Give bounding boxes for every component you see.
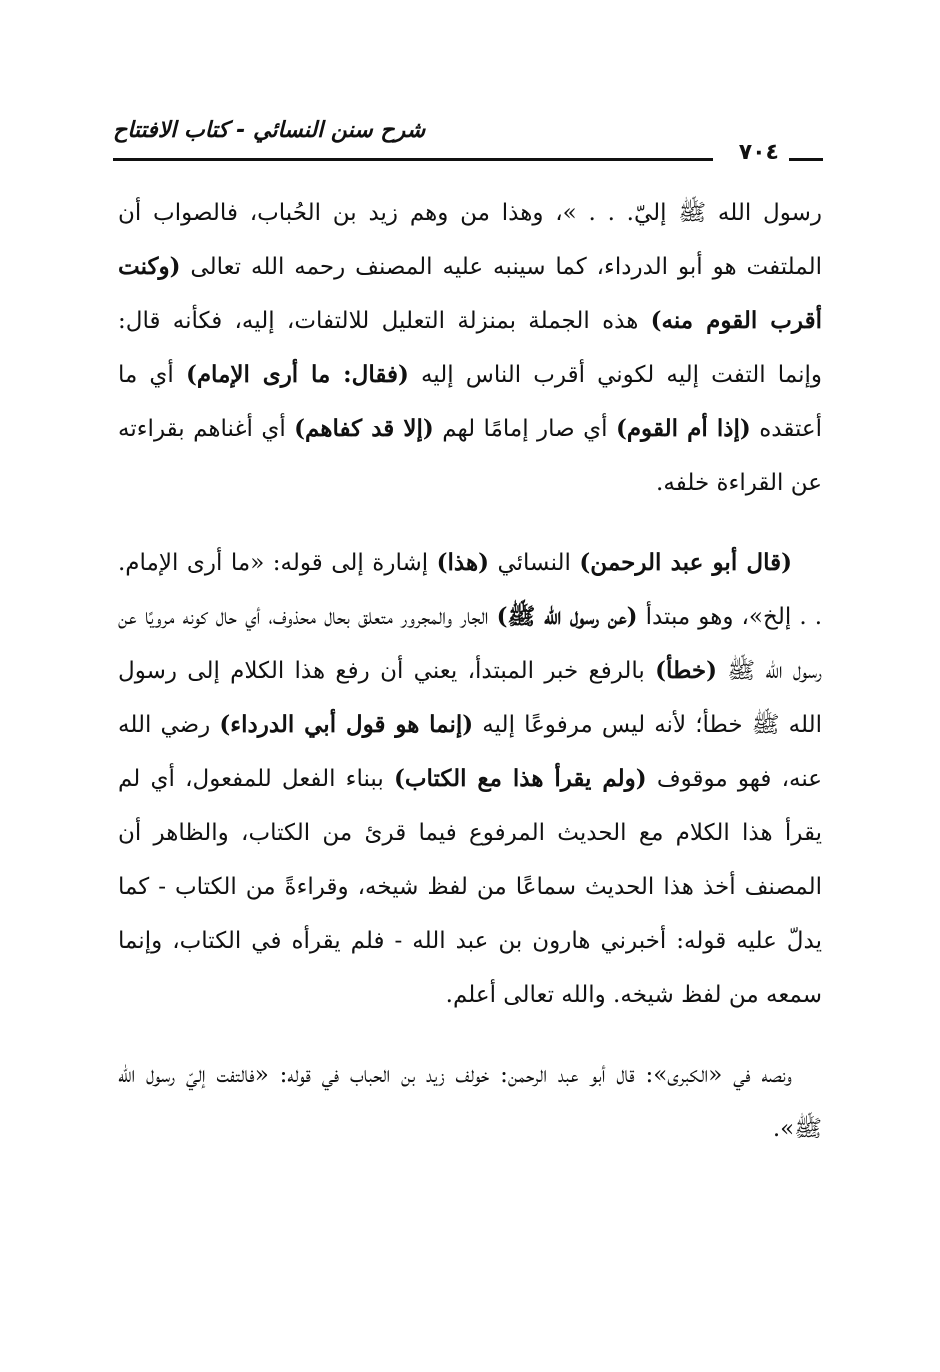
header-rule — [113, 158, 713, 161]
text-run: إشارة إلى قوله: «ما أرى الإمام. . . إلخ»، وهو مبتدأ — [118, 550, 823, 630]
text-run: ببناء الفعل للمفعول، أي لم يقرأ هذا الكلام مع الحديث المرفوع فيما قرئ من الكتاب، والظاهر أن المصنف أخذ هذا الحديث سماعًا من لفظ شيخه، وقراءةً من الكتاب - كما يدلّ عليه قوله: أخبرني هارون بن عبد الله - فلم يقرأه في الكتاب، وإنما سمعه من لفظ شيخه. والله تعالى أعلم. — [118, 766, 822, 1008]
bold-quote: (عن رسول الله ﷺ) — [496, 603, 638, 630]
text-run: أي أغناهم بقراءته عن القراءة خلفه. — [118, 416, 822, 496]
paragraph-2 — [118, 536, 822, 1022]
paragraph-3 — [118, 1048, 822, 1156]
text-run: النسائي — [488, 550, 580, 576]
text-run: هذه الجملة بمنزلة التعليل للالتفات، إليه، فكأنه قال: وإنما التفت إليه لكوني أقرب الناس إليه — [118, 308, 823, 388]
text-run: ونصه في «الكبرى»: قال أبو عبد الرحمن: خولف زيد بن الحباب في قوله: «فالتفت إليّ رسول الله ﷺ». — [118, 1062, 822, 1142]
text-run: أي صار إمامًا لهم — [433, 416, 616, 442]
page-number: ٧٠٤ — [738, 140, 779, 165]
bold-quote: (قال أبو عبد الرحمن) — [579, 549, 792, 576]
text-run: بالرفع خبر المبتدأ، يعني أن رفع هذا الكلام إلى رسول الله ﷺ خطأ؛ لأنه ليس مرفوعًا إليه — [118, 658, 822, 738]
header-title: شرح سنن النسائي - كتاب الافتتاح — [113, 118, 426, 143]
bold-quote: (إلا قد كفاهم) — [294, 415, 434, 442]
bold-quote: (فقال: ما أرى الإمام) — [185, 361, 409, 388]
running-header — [113, 110, 823, 170]
text-run: رسول الله ﷺ إليّ. . . »، وهذا من وهم زيد بن الحُباب، فالصواب أن الملتفت هو أبو الدرداء، كما سينبه عليه المصنف رحمه الله تعالى — [118, 200, 822, 280]
bold-quote: (خطأ) — [655, 657, 718, 684]
bold-quote: (إذا أم القوم) — [615, 415, 751, 442]
page-number-dash — [789, 158, 823, 161]
body-text — [118, 186, 822, 1156]
paragraph-1 — [118, 186, 822, 510]
bold-quote: (إنما هو قول أبي الدرداء) — [219, 711, 474, 738]
bold-quote: (ولم يقرأ هذا مع الكتاب) — [393, 765, 647, 792]
bold-quote: (هذا) — [436, 549, 489, 576]
text-run: رضي الله عنه، فهو موقوف — [118, 712, 823, 792]
text-run: الجار والمجرور متعلق بحال محذوف، أي حال كونه مرويًا عن رسول الله ﷺ — [118, 604, 822, 684]
bold-quote: (وكنت أقرب القوم منه) — [118, 253, 822, 334]
text-run: أي ما أعتقده — [118, 362, 823, 442]
